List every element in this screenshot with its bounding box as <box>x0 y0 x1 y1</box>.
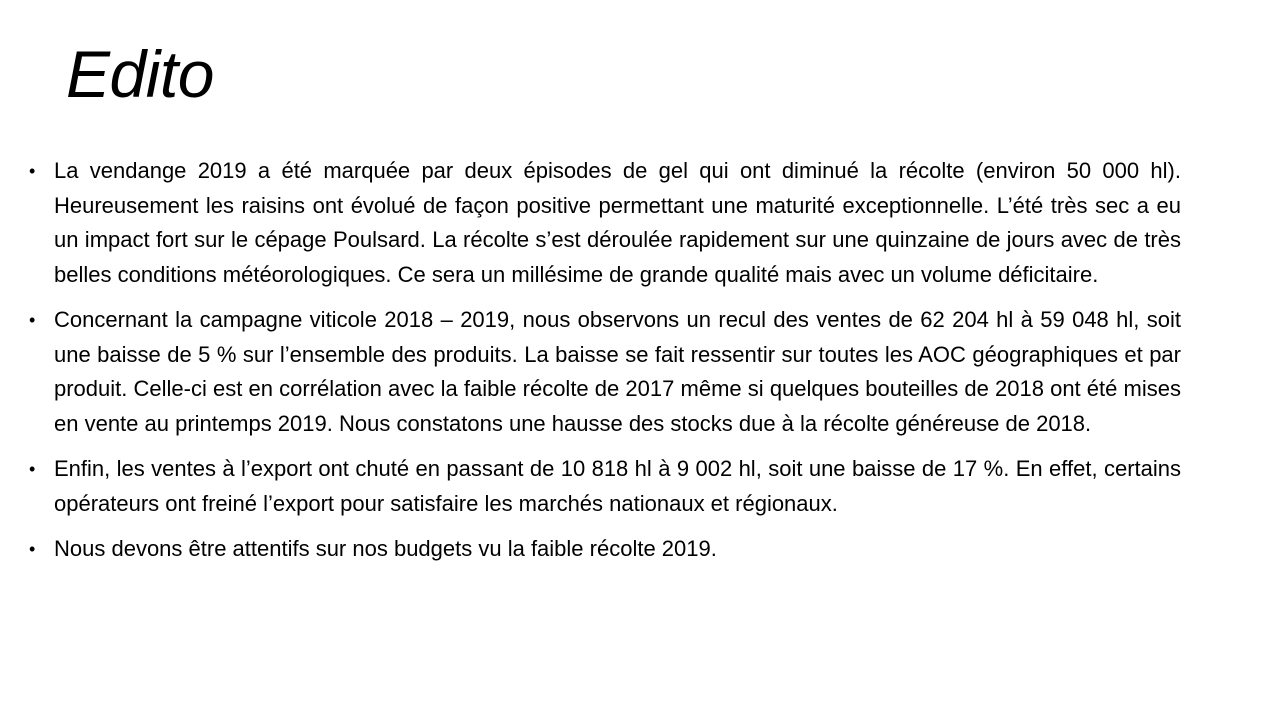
bullet-list <box>29 154 1181 578</box>
bullet-item-budgets <box>29 532 1181 567</box>
bullet-icon: • <box>29 310 36 330</box>
slide-title: Edito <box>66 37 214 111</box>
bullet-icon: • <box>29 459 36 479</box>
bullet-text: Enfin, les ventes à l’export ont chuté en passant de 10 818 hl à 9 002 hl, soit une baisse de 17 %. En effet, certains opérateurs ont freiné l’export pour satisfaire les marchés nationaux et régionaux. <box>54 456 1181 516</box>
bullet-text: Nous devons être attentifs sur nos budgets vu la faible récolte 2019. <box>54 536 717 561</box>
bullet-item-export <box>29 452 1181 521</box>
bullet-text: Concernant la campagne viticole 2018 – 2019, nous observons un recul des ventes de 62 204 hl à 59 048 hl, soit une baisse de 5 % sur l’ensemble des produits. La baisse se fait ressentir sur toutes les AOC géographiques et par produit. Celle-ci est en corrélation avec la faible récolte de 2017 même si quelques bouteilles de 2018 ont été mises en vente au printemps 2019. Nous constatons une hausse des stocks due à la récolte généreuse de 2018. <box>54 307 1181 436</box>
bullet-item-campagne <box>29 303 1181 441</box>
bullet-item-vendange <box>29 154 1181 292</box>
bullet-text: La vendange 2019 a été marquée par deux épisodes de gel qui ont diminué la récolte (environ 50 000 hl). Heureusement les raisins ont évolué de façon positive permettant une maturité exceptionnelle. L’été très sec a eu un impact fort sur le cépage Poulsard. La récolte s’est déroulée rapidement sur une quinzaine de jours avec de très belles conditions météorologiques. Ce sera un millésime de grande qualité mais avec un volume déficitaire. <box>54 158 1181 287</box>
bullet-icon: • <box>29 161 36 181</box>
bullet-icon: • <box>29 539 36 559</box>
